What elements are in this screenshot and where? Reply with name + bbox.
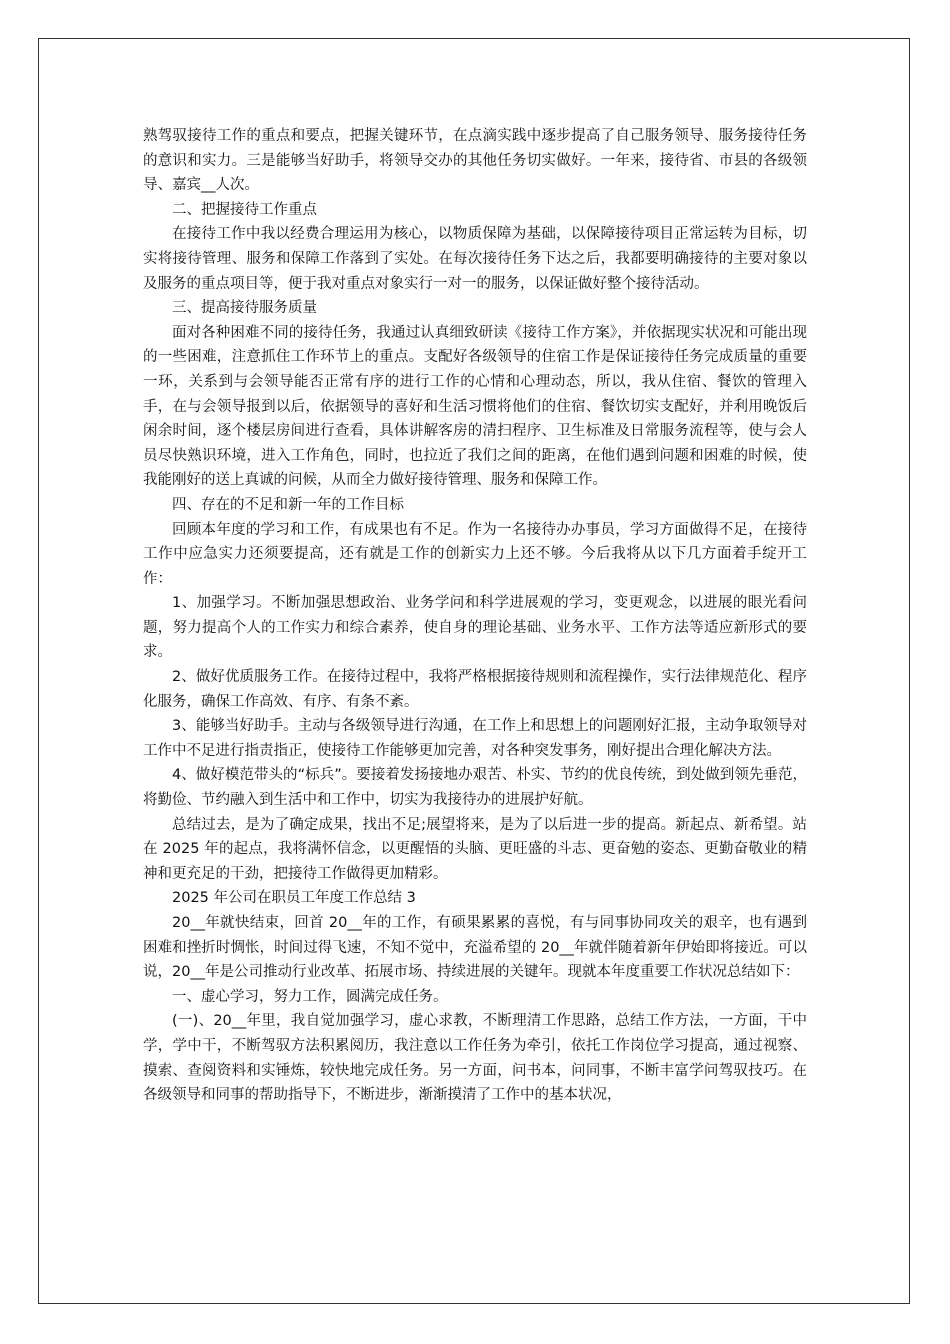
paragraph: 面对各种困难不同的接待任务，我通过认真细致研读《接待工作方案》，并依据现实状况和可能出现的一些困难，注意抓住工作环节上的重点。支配好各级领导的住宿工作是保证接待任务完成质量的重要一环，关系到与会领导能否正常有序的进行工作的心情和心理动态，所以，我从住宿、餐饮的管理入手，在与会领导报到以后，依据领导的喜好和生活习惯将他们的住宿、餐饮切实支配好，并利用晚饭后闲余时间，逐个楼层房间进行查看，具体讲解客房的清扫程序、卫生标准及日常服务流程等，使与会人员尽快熟识环境，进入工作角色，同时，也拉近了我们之间的距离，在他们遇到问题和困难的时候，使我能刚好的送上真诚的问候，从而全力做好接待管理、服务和保障工作。	[143, 324, 807, 489]
list-item: 4、做好模范带头的“标兵”。要接着发扬接地办艰苦、朴实、节约的优良传统，到处做到领先垂范，将勤俭、节约融入到生活中和工作中，切实为我接待办的进展护好航。	[143, 767, 807, 809]
document-title: 2025 年公司在职员工年度工作总结 3	[172, 890, 416, 907]
section-heading-3: 三、提高接待服务质量	[172, 300, 317, 317]
paragraph-continuation: 熟驾驭接待工作的重点和要点，把握关键环节，在点滴实践中逐步提高了自己服务领导、服务接待任务的意识和实力。三是能够当好助手，将领导交办的其他任务切实做好。一年来，接待省、市县的各级领导、嘉宾__人次。	[143, 128, 807, 194]
list-item: 1、加强学习。不断加强思想政治、业务学问和科学进展观的学习，变更观念，以进展的眼光看问题，努力提高个人的工作实力和综合素养，使自身的理论基础、业务水平、工作方法等适应新形式的要求。	[143, 595, 807, 661]
paragraph-conclusion: 总结过去，是为了确定成果，找出不足;展望将来，是为了以后进一步的提高。新起点、新希望。站在 2025 年的起点，我将满怀信念，以更醒悟的头脑、更旺盛的斗志、更奋勉的姿态、更勤奋敬业的精神和更充足的干劲，把接待工作做得更加精彩。	[143, 816, 807, 882]
paragraph: 回顾本年度的学习和工作，有成果也有不足。作为一名接待办办事员，学习方面做得不足，在接待工作中应急实力还须要提高，还有就是工作的创新实力上还不够。今后我将从以下几方面着手绽开工作：	[143, 521, 807, 587]
section-heading-4: 四、存在的不足和新一年的工作目标	[172, 496, 404, 513]
list-item: 2、做好优质服务工作。在接待过程中，我将严格根据接待规则和流程操作，实行法律规范化、程序化服务，确保工作高效、有序、有条不紊。	[143, 669, 807, 710]
section-heading-2: 二、把握接待工作重点	[172, 201, 317, 218]
paragraph: 20__年就快结束，回首 20__年的工作，有硕果累累的喜悦，有与同事协同攻关的艰辛，也有遇到困难和挫折时惆怅，时间过得飞速，不知不觉中，充溢希望的 20__年就伴随着新年伊始即将接近。可以说，20__年是公司推动行业改革、拓展市场、持续进展的关键年。现就本年度重要工作状况总结如下：	[143, 915, 807, 981]
section-heading-1: 一、虚心学习，努力工作，圆满完成任务。	[172, 988, 448, 1005]
paragraph: 在接待工作中我以经费合理运用为核心，以物质保障为基础，以保障接待项目正常运转为目标，切实将接待管理、服务和保障工作落到了实处。在每次接待任务下达之后，我都要明确接待的主要对象以及服务的重点项目等，便于我对重点对象实行一对一的服务，以保证做好整个接待活动。	[143, 226, 807, 292]
paragraph: (一)、20__年里，我自觉加强学习，虚心求教，不断理清工作思路，总结工作方法，一方面，干中学，学中干，不断驾驭方法积累阅历，我注意以工作任务为牵引，依托工作岗位学习提高，通过视察、摸索、查阅资料和实锤炼，较快地完成任务。另一方面，问书本，问同事，不断丰富学问驾驭技巧。在各级领导和同事的帮助指导下，不断进步，渐渐摸清了工作中的基本状况，	[143, 1013, 807, 1104]
document-body	[143, 124, 807, 1108]
list-item: 3、能够当好助手。主动与各级领导进行沟通，在工作上和思想上的问题刚好汇报，主动争取领导对工作中不足进行指责指正，使接待工作能够更加完善，对各种突发事务，刚好提出合理化解决方法。	[143, 718, 807, 759]
